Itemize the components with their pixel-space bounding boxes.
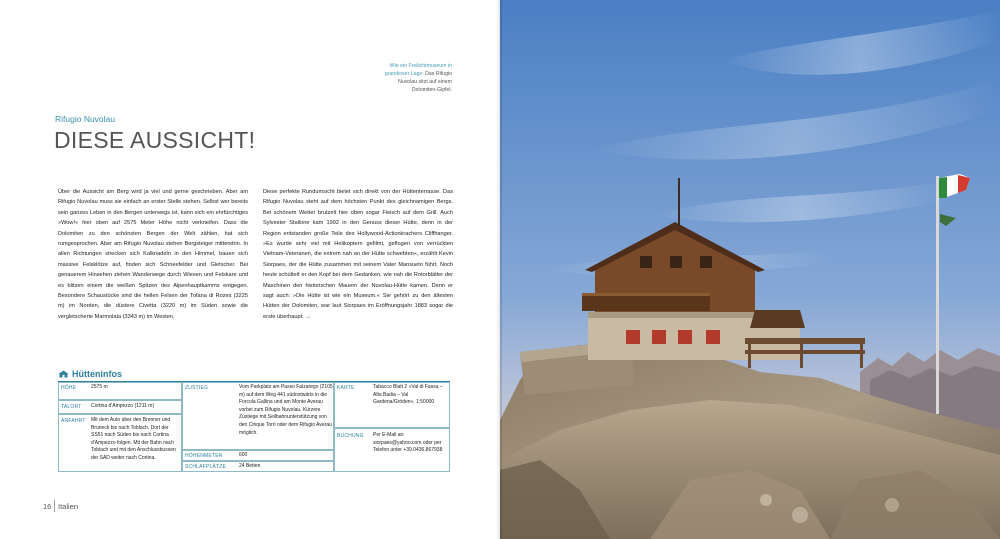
article-column-2: Diese perfekte Rundumsicht bietet sich direkt von der Hüttenterrasse. Das Rifugio Nuvolau steht auf dem höchsten Punkt des gleichnamigen Bergs. Bei schönem Wetter brutzelt hier oben sogar Fleisch auf dem Grill. Auch Sylvester Stallone kam 1992 in den Genuss dieser Hütte, denn in der Region entstanden große Teile des Hollywood-Actionkrachers Cliffhanger. »Es wurde sehr viel mit Helikoptern gefilmt, geflogen von verrückten Vietnam-Veteranen, die extrem nah an der Hütte schwebten«, erzählt Kevin Siorpaes, der die Hütte zusammen mit seinem Vater Mansueto führt. Noch heute schüttelt er den Kopf bei dem Gedanken, wie nah die Rotorblätter der Maschinen den historischen Mauern der Nuvolau-Hütte kamen. Denn er sagt auch: »Die Hütte ist wie ein Museum.« Sie gehört zu den ältesten Hütten der Dolomiten, war laut Siorpaes im Eröffnungsjahr 1883 sogar die erste überhaupt. → — [263, 189, 453, 320]
info-cell-schlafplaetze — [182, 461, 334, 472]
info-label-hoehenmeter: HÖHENMETER — [185, 453, 223, 459]
article-column-1: Über die Aussicht am Berg wird ja viel und gerne geschrieben. Aber am Rifugio Nuvolau muss sie einfach an erster Stelle stehen. Selbst wer bereits sein ganzes Leben in den Bergen unterwegs ist, kann sich ein ehrfürchtiges »Wow!« hier oben auf 2575 Meter Höhe nicht verkneifen. Dass die Dolomiten zu den schönsten Bergen der Welt zählen, hat sich rumgesprochen. Aber am Rifugio Nuvolau stehen Bergsteiger mittendrin. In allen Richtungen strecken sich Kalknadeln in den Himmel, bauen sich massive Felsklötze auf, finden sich Schneefelder und Gletscher. Bei genauerem Hinsehen ziehen Wanderwege durch Wiesen und Felskare und es blitzen einem die weißen Spitzen des Alpenhauptkamms entgegen. Besondere Schaustücke sind die hellen Felsen der Tofana di Rozes (3225 m) im Norden, die düstere Civetta (3220 m) im Süden sowie die vergletscherte Marmolata (3343 m) im Westen. — [58, 189, 248, 320]
info-cell-hoehenmeter — [182, 450, 334, 461]
info-label-talort: TALORT — [61, 404, 82, 410]
infobox-title — [58, 369, 122, 380]
info-label-anfahrt: ANFAHRT — [61, 418, 86, 424]
article-kicker: Rifugio Nuvolau — [55, 114, 116, 124]
caption-line-2 — [368, 70, 452, 78]
page-number: 16 — [43, 502, 52, 511]
info-value-zustieg: Vom Parkplatz am Passo Falzarego (2105 m) auf dem Weg 441 südostwärts in die Forcola Gallina und am Monte Averau vorbei zum Rifugio Nuvolau. Kürzere Zustiege mit Seilbahnunterstützung von den Cinque Torri oder dem Rifugio Averau möglich. — [239, 384, 333, 436]
info-value-hoehenmeter: 600 — [239, 452, 248, 458]
info-label-karte: KARTE — [337, 385, 355, 391]
info-value-schlafplaetze: 24 Betten — [239, 463, 261, 469]
caption-line-3: Nuvolau sitzt auf einem — [398, 79, 452, 85]
caption-line-2-rest: : Das Rifugio — [422, 71, 452, 77]
hut-icon — [58, 370, 69, 380]
section-label: Italien — [58, 502, 79, 511]
right-page-photo — [500, 0, 1000, 539]
info-cell-hoehe — [58, 382, 182, 400]
info-cell-talort — [58, 400, 182, 414]
info-cell-anfahrt — [58, 414, 182, 472]
caption-line-4: Dolomiten-Gipfel. — [411, 87, 452, 93]
info-cell-karte — [334, 382, 450, 428]
infobox-title-text: Hütteninfos — [72, 369, 122, 379]
book-gutter-shadow — [496, 0, 502, 539]
info-value-talort: Cortina d'Ampezzo (1211 m) — [91, 403, 155, 409]
caption-accent: grandioser Lage — [384, 71, 423, 77]
folio-divider — [54, 500, 55, 512]
info-label-schlafplaetze: SCHLAFPLÄTZE — [185, 464, 227, 470]
info-cell-buchung — [334, 428, 450, 472]
caption-line-1: Wie ein Freilichtmuseum in — [389, 63, 452, 69]
info-value-anfahrt: Mit dem Auto über den Brenner und Bruneck bis nach Toblach. Dort der SS51 nach Süden bis nach Cortina d'Ampezzo folgen. Mit der Bahn nach Toblach und mit den Anschlussbussen der SAD weiter nach Cortina. — [91, 417, 176, 461]
photo-caption — [368, 62, 452, 94]
hut-info-table — [58, 382, 450, 472]
info-value-karte: Tabacco Blatt 2 »Val di Fassa – Alta Badia – Val Gardena/Gröden«, 1:50000 — [373, 384, 443, 406]
info-cell-zustieg — [182, 382, 334, 450]
info-label-buchung: BUCHUNG — [337, 433, 364, 439]
info-label-zustieg: ZUSTIEG — [185, 385, 209, 391]
article-headline: DIESE AUSSICHT! — [54, 127, 256, 153]
info-value-hoehe: 2575 m — [91, 384, 108, 390]
info-value-buchung: Per E-Mail an: siorpaes@yahoo.com oder per Telefon unter +39.0436.867938 — [373, 432, 443, 454]
info-label-hoehe: HÖHE — [61, 385, 77, 391]
mountain-hut-photo — [500, 0, 1000, 539]
